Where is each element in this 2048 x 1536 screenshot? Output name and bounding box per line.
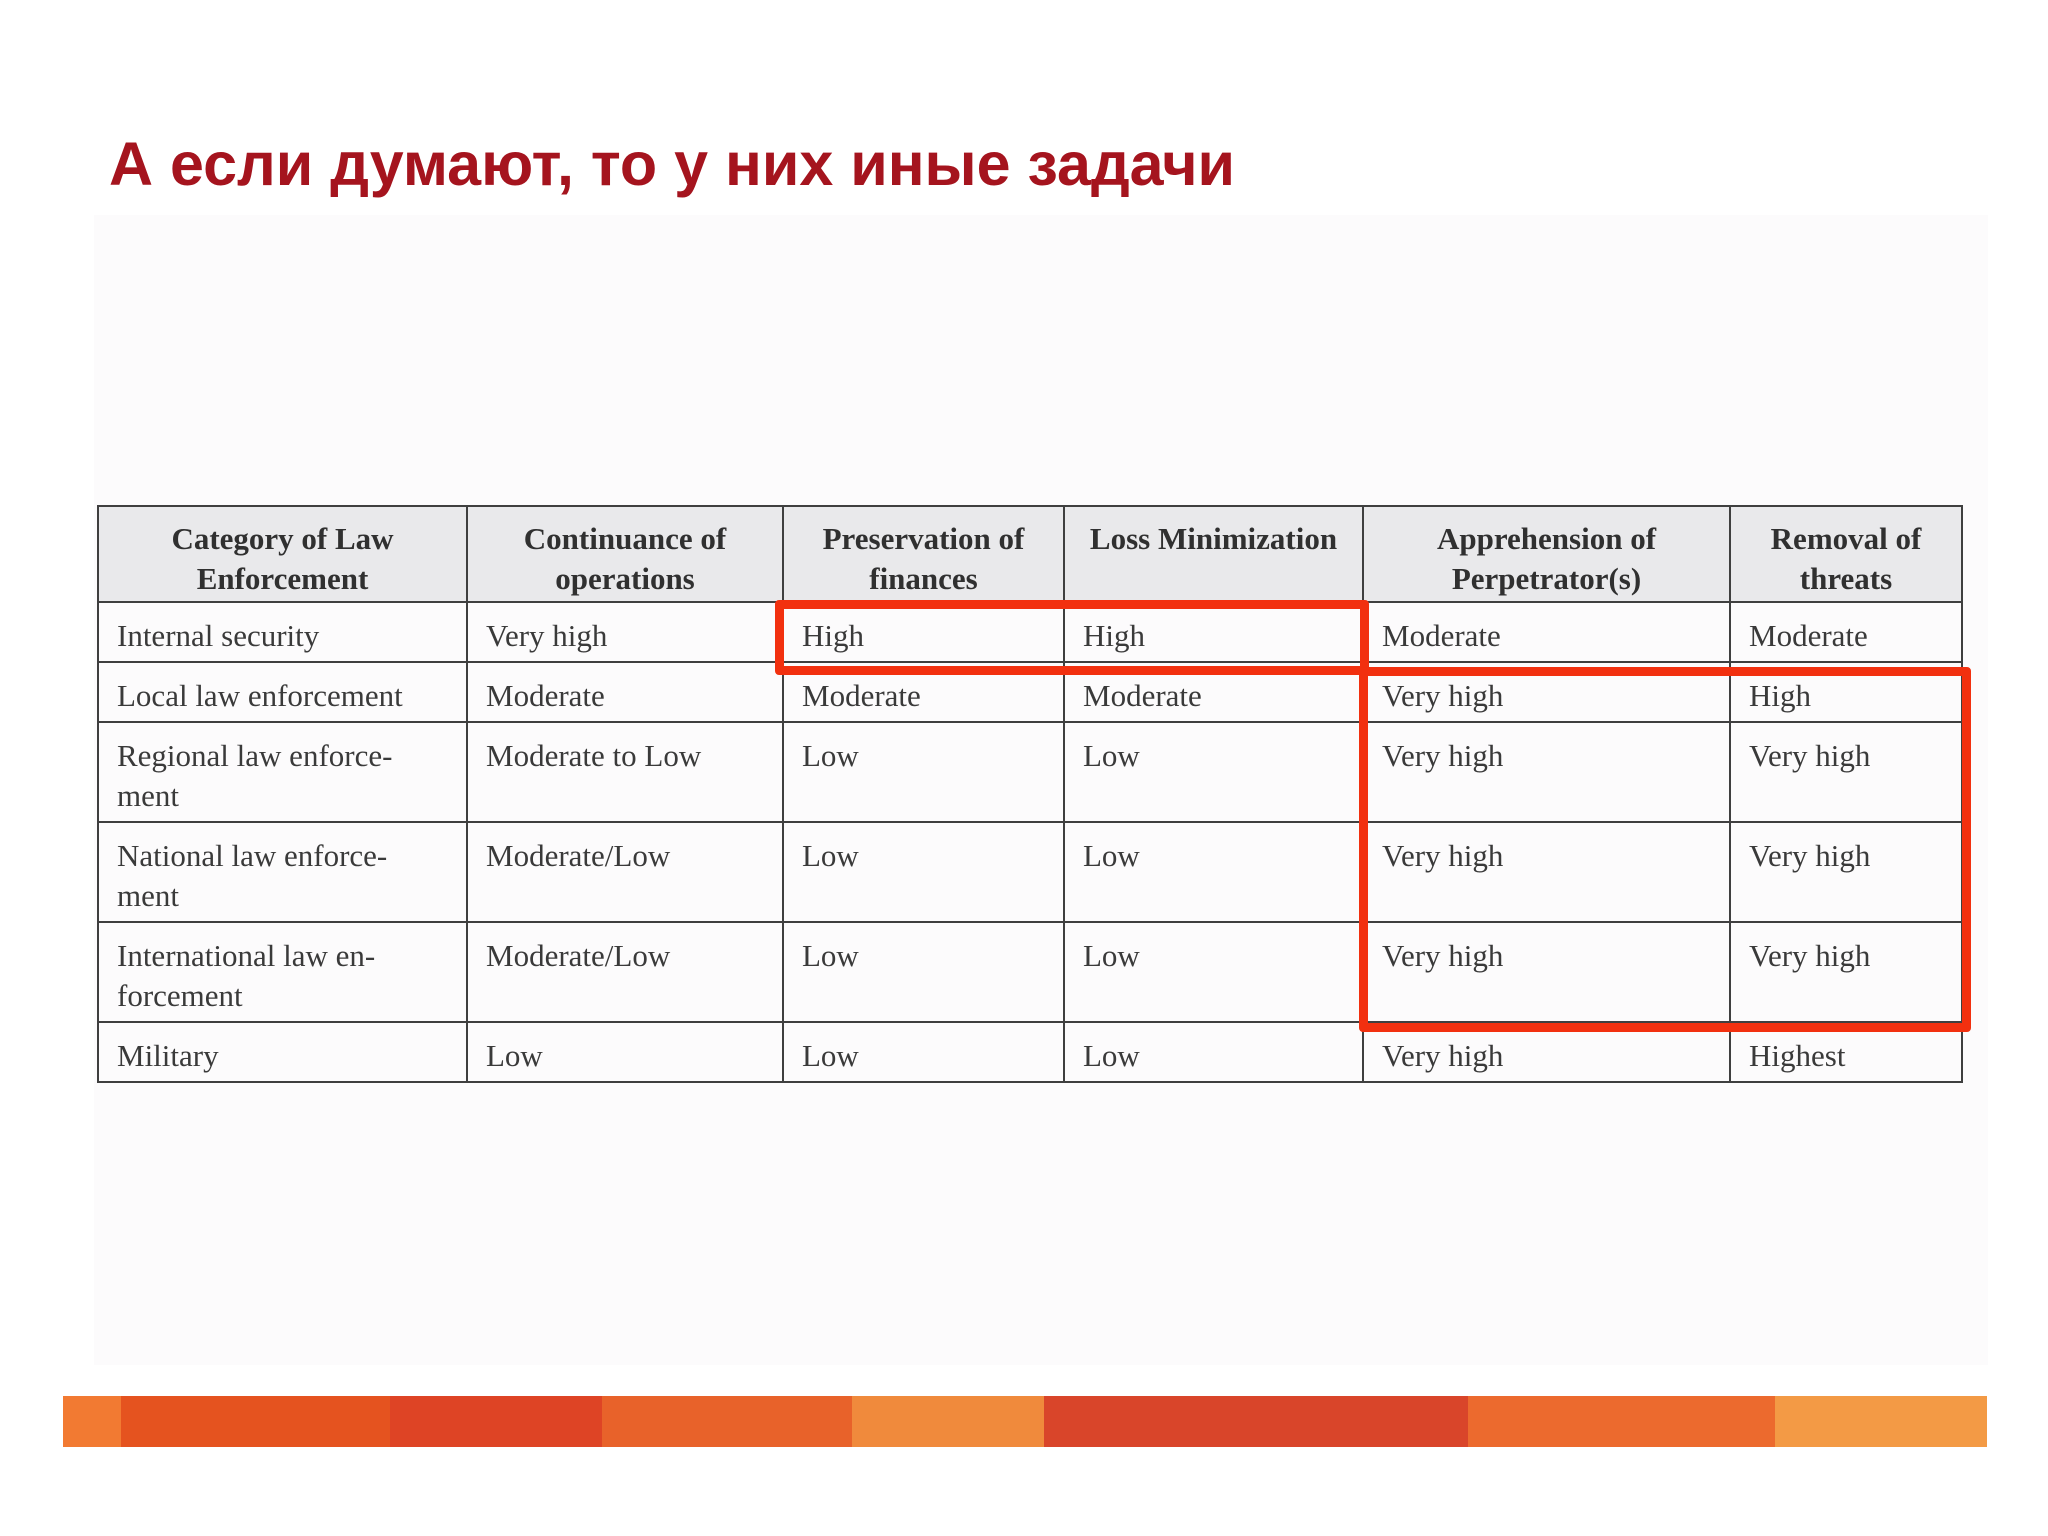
table-row bbox=[98, 662, 1962, 722]
table-cell: High bbox=[1064, 602, 1363, 662]
table-cell: Moderate bbox=[467, 662, 783, 722]
footer-band-segment bbox=[1044, 1396, 1467, 1447]
footer-band-segment bbox=[390, 1396, 602, 1447]
table-cell: Very high bbox=[1730, 922, 1962, 1022]
header-apprehension: Apprehension of Perpetrator(s) bbox=[1363, 506, 1730, 602]
header-loss-minimization: Loss Minimization bbox=[1064, 506, 1363, 602]
header-category: Category of Law Enforcement bbox=[98, 506, 467, 602]
table-cell: Low bbox=[783, 1022, 1064, 1082]
table-cell: Low bbox=[783, 822, 1064, 922]
table-cell: Moderate/Low bbox=[467, 922, 783, 1022]
table-cell: Moderate bbox=[783, 662, 1064, 722]
table-cell: Low bbox=[1064, 922, 1363, 1022]
header-removal: Removal of threats bbox=[1730, 506, 1962, 602]
table-row bbox=[98, 1022, 1962, 1082]
footer-band-segment bbox=[602, 1396, 852, 1447]
table-cell: Moderate bbox=[1064, 662, 1363, 722]
table-cell: Highest bbox=[1730, 1022, 1962, 1082]
table-row bbox=[98, 722, 1962, 822]
table-cell: Low bbox=[1064, 822, 1363, 922]
table-cell: Low bbox=[783, 722, 1064, 822]
table-header-row bbox=[98, 506, 1962, 602]
slide-title: А если думают, то у них иные задачи bbox=[109, 130, 1235, 198]
footer-decorative-band bbox=[63, 1396, 1987, 1447]
table-cell: Low bbox=[467, 1022, 783, 1082]
table-cell: Very high bbox=[467, 602, 783, 662]
table-row bbox=[98, 822, 1962, 922]
table-cell: Low bbox=[1064, 1022, 1363, 1082]
table-cell: Very high bbox=[1363, 822, 1730, 922]
header-preservation: Preservation of finances bbox=[783, 506, 1064, 602]
table-cell: Low bbox=[1064, 722, 1363, 822]
table-cell: Military bbox=[98, 1022, 467, 1082]
table-cell: National law enforce-ment bbox=[98, 822, 467, 922]
table-cell: Very high bbox=[1730, 722, 1962, 822]
footer-band-segment bbox=[121, 1396, 390, 1447]
table-cell: Regional law enforce-ment bbox=[98, 722, 467, 822]
table-cell: Moderate to Low bbox=[467, 722, 783, 822]
table-cell: Internal security bbox=[98, 602, 467, 662]
table-cell: Very high bbox=[1730, 822, 1962, 922]
table-cell: Moderate bbox=[1730, 602, 1962, 662]
header-continuance: Continuance of operations bbox=[467, 506, 783, 602]
table-row bbox=[98, 602, 1962, 662]
table-cell: International law en-forcement bbox=[98, 922, 467, 1022]
table-cell: High bbox=[783, 602, 1064, 662]
footer-band-segment bbox=[63, 1396, 121, 1447]
table-cell: Very high bbox=[1363, 1022, 1730, 1082]
footer-band-segment bbox=[852, 1396, 1044, 1447]
law-enforcement-table bbox=[97, 505, 1963, 1083]
footer-band-segment bbox=[1775, 1396, 1987, 1447]
table-cell: Very high bbox=[1363, 922, 1730, 1022]
table-cell: Very high bbox=[1363, 722, 1730, 822]
table-cell: Moderate/Low bbox=[467, 822, 783, 922]
table-cell: Moderate bbox=[1363, 602, 1730, 662]
table-cell: Low bbox=[783, 922, 1064, 1022]
table-row bbox=[98, 922, 1962, 1022]
table-cell: Very high bbox=[1363, 662, 1730, 722]
footer-band-segment bbox=[1468, 1396, 1776, 1447]
table-cell: Local law enforcement bbox=[98, 662, 467, 722]
table-cell: High bbox=[1730, 662, 1962, 722]
